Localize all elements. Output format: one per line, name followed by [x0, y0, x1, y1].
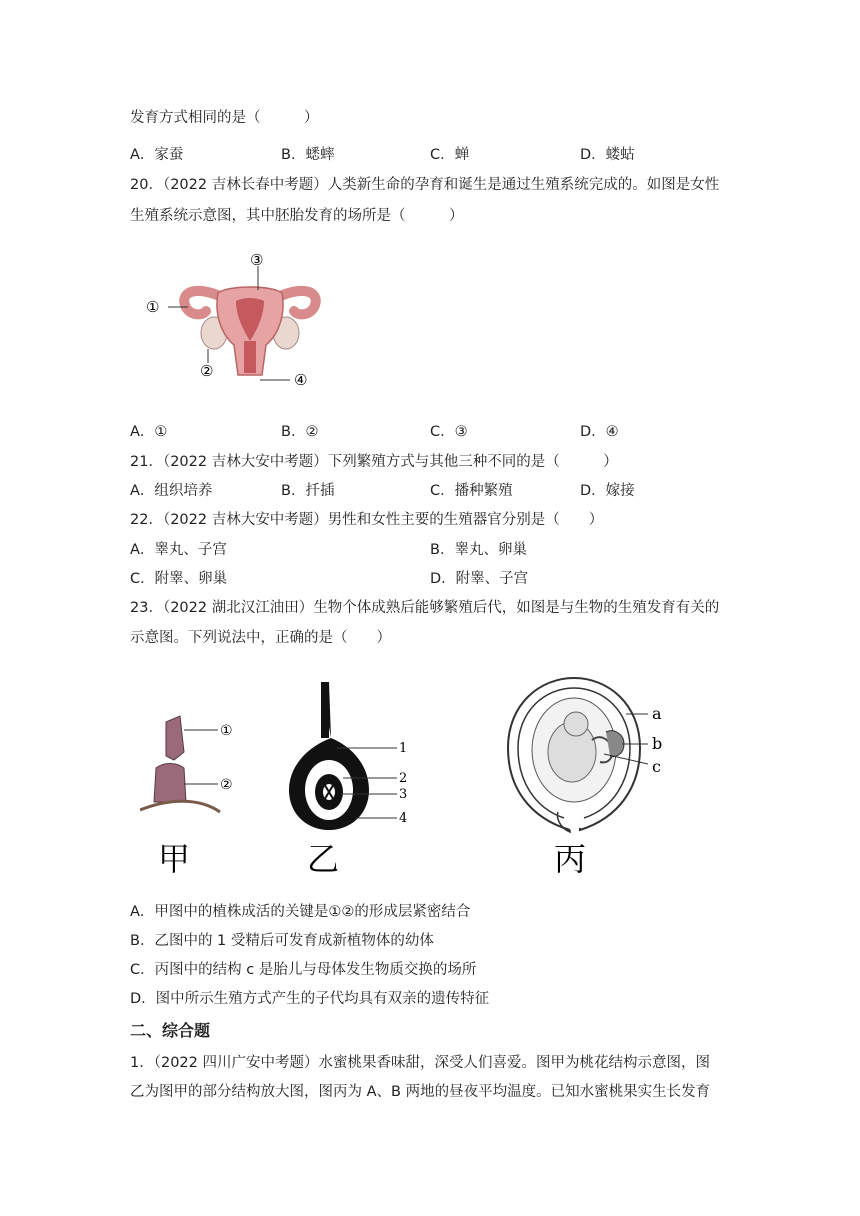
bing-label-b: b [652, 734, 663, 753]
q20-stem-line1: 20．（2022 吉林长春中考题）人类新生命的孕育和诞生是通过生殖系统完成的。如图是女性 [130, 177, 720, 193]
uterus-diagram [140, 245, 360, 400]
q23-option-d[interactable]: D．图中所示生殖方式产生的子代均具有双亲的遗传特征 [130, 991, 490, 1007]
q23-option-c[interactable]: C．丙图中的结构 c 是胎儿与母体发生物质交换的场所 [130, 962, 477, 978]
q19-option-d[interactable]: D．蝼蛄 [580, 147, 635, 163]
fetus-diagram [500, 668, 680, 878]
q23-stem-line1: 23．（2022 湖北汉江油田）生物个体成熟后能够繁殖后代，如图是与生物的生殖发育有关的 [130, 600, 720, 616]
uterus-label-1: ① [146, 298, 160, 316]
q19-option-a[interactable]: A．家蚕 [130, 147, 184, 163]
q23-stem-line2: 示意图。下列说法中，正确的是（ ） [130, 630, 391, 646]
yi-label-2: 2 [399, 771, 408, 786]
q22-option-c[interactable]: C．附睾、卵巢 [130, 571, 228, 587]
q22-option-a[interactable]: A．睾丸、子宫 [130, 542, 227, 558]
c1-stem-line1: 1．（2022 四川广安中考题）水蜜桃果香味甜，深受人们喜爱。图甲为桃花结构示意图，图 [130, 1055, 710, 1071]
q22-option-d[interactable]: D．附睾、子宫 [430, 571, 529, 587]
bing-caption: 丙 [554, 840, 587, 878]
q22-stem: 22．（2022 吉林大安中考题）男性和女性主要的生殖器官分别是（ ） [130, 512, 604, 528]
q20-option-c[interactable]: C．③ [430, 424, 468, 440]
jia-label-1: ① [220, 723, 233, 739]
yi-caption: 乙 [307, 840, 340, 878]
q20-option-b[interactable]: B．② [281, 424, 319, 440]
q19-option-c[interactable]: C．蝉 [430, 147, 470, 163]
q22-option-b[interactable]: B．睾丸、卵巢 [430, 542, 527, 558]
q21-option-b[interactable]: B．扦插 [281, 483, 335, 499]
uterus-label-3: ③ [250, 251, 264, 269]
yi-label-4: 4 [399, 811, 408, 826]
q23-option-b[interactable]: B．乙图中的 1 受精后可发育成新植物体的幼体 [130, 933, 434, 949]
q19-stem-tail: 发育方式相同的是（ ） [130, 110, 319, 126]
yi-label-3: 3 [399, 787, 408, 802]
bing-label-c: c [652, 757, 661, 776]
q21-stem: 21．（2022 吉林大安中考题）下列繁殖方式与其他三种不同的是（ ） [130, 454, 618, 470]
q21-option-a[interactable]: A．组织培养 [130, 483, 213, 499]
c1-stem-line2: 乙为图甲的部分结构放大图，图丙为 A、B 两地的昼夜平均温度。已知水蜜桃果实生长发育 [130, 1084, 711, 1100]
yi-label-1: 1 [399, 741, 408, 756]
q21-option-c[interactable]: C．播种繁殖 [430, 483, 513, 499]
section-heading-comprehensive: 二、综合题 [130, 1021, 211, 1040]
q20-option-d[interactable]: D．④ [580, 424, 619, 440]
q19-option-b[interactable]: B．蟋蟀 [281, 147, 335, 163]
uterus-label-2: ② [200, 362, 214, 380]
jia-label-2: ② [220, 777, 233, 793]
bing-label-a: a [652, 704, 662, 723]
jia-caption: 甲 [158, 840, 191, 878]
q23-option-a[interactable]: A．甲图中的植株成活的关键是①②的形成层紧密结合 [130, 904, 471, 920]
q21-option-d[interactable]: D．嫁接 [580, 483, 635, 499]
grafting-diagram [140, 700, 250, 880]
q20-option-a[interactable]: A．① [130, 424, 168, 440]
ovary-diagram [285, 678, 425, 878]
uterus-label-4: ④ [294, 371, 308, 389]
q20-stem-line2: 生殖系统示意图，其中胚胎发育的场所是（ ） [130, 208, 464, 224]
